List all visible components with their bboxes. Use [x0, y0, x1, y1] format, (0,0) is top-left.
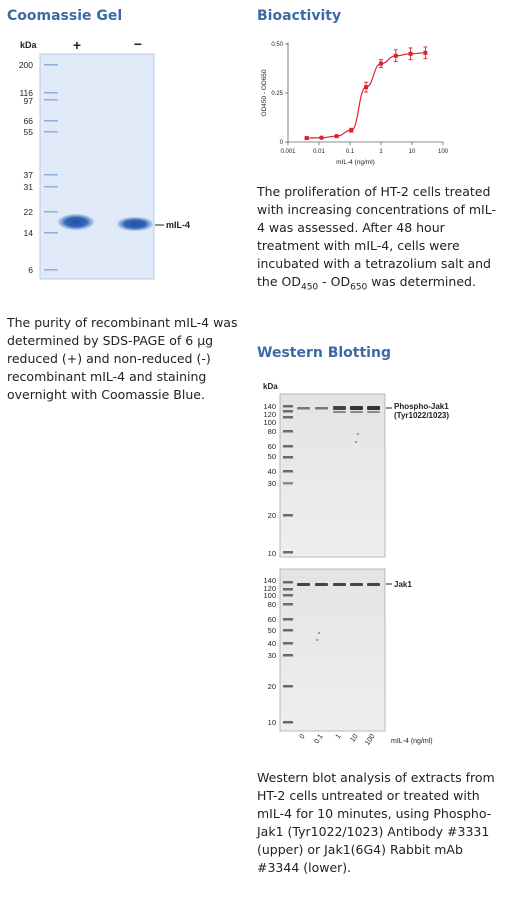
gel-marker-label: 200 — [18, 60, 33, 70]
bioactivity-title: Bioactivity — [257, 8, 342, 24]
x-axis-label: mIL-4 (ng/ml) — [336, 159, 375, 166]
blot-marker-label: 40 — [267, 639, 276, 648]
band-label: mIL-4 — [166, 220, 191, 230]
lane-label: 100 — [364, 733, 377, 747]
y-tick-label: 0.25 — [271, 91, 283, 97]
y-axis-label-group — [261, 69, 268, 116]
lower-marker-labels — [263, 576, 276, 727]
gel-marker-label: 37 — [23, 170, 33, 180]
gel-marker-label: 55 — [23, 127, 33, 137]
gel-marker-label: 97 — [23, 96, 33, 106]
blot-marker-label: 100 — [263, 591, 276, 600]
blot-marker-label: 20 — [267, 682, 276, 691]
blot-marker-label: 30 — [267, 651, 276, 660]
lane-minus-label: − — [133, 36, 143, 52]
coomassie-title: Coomassie Gel — [7, 8, 123, 24]
lane-label: 0 — [298, 733, 307, 741]
x-tick-label: 0.1 — [345, 149, 355, 155]
od-450-subscript: 450 — [300, 282, 319, 293]
gel-band-nonreduced — [117, 217, 153, 231]
bioactivity-caption-main: The proliferation of HT-2 cells treated with increasing concentrations of mIL-4 was assessed. After 48 hour treatment with mIL-4, cells were incubated with a tetrazolium salt and the — [257, 184, 496, 289]
lane-label: 0.1 — [313, 733, 325, 746]
y-tick-label: 0.50 — [271, 42, 283, 48]
data-point — [379, 62, 383, 66]
gel-marker-label: 14 — [23, 228, 33, 238]
gel-marker-label: 116 — [19, 88, 33, 98]
western-blot-figure — [255, 378, 455, 750]
gel-band-reduced — [58, 214, 94, 230]
blot-marker-label: 60 — [267, 442, 276, 451]
blot-marker-label: 30 — [267, 479, 276, 488]
western-title: Western Blotting — [257, 345, 391, 361]
blot-marker-label: 50 — [267, 626, 276, 635]
data-point — [335, 134, 339, 138]
od-650-label: OD — [330, 274, 351, 289]
data-point — [349, 128, 353, 132]
blot-marker-label: 10 — [267, 549, 276, 558]
gel-marker-label: 31 — [23, 182, 33, 192]
gel-marker-label: 22 — [23, 207, 33, 217]
lane-label: 1 — [334, 733, 343, 741]
lower-blot — [280, 569, 385, 731]
series-curve — [307, 53, 426, 138]
blot-marker-label: 140 — [263, 576, 276, 585]
data-point — [394, 54, 398, 58]
series-line — [307, 53, 426, 138]
blot-marker-label: 120 — [263, 584, 276, 593]
upper-blot — [280, 394, 385, 557]
blot-marker-label: 120 — [263, 410, 276, 419]
blot-marker-label: 100 — [263, 418, 276, 427]
data-point — [409, 52, 413, 56]
od-450-label: OD — [281, 274, 301, 289]
blot-marker-label: 50 — [267, 452, 276, 461]
bioactivity-caption-end: was determined. — [367, 274, 476, 289]
blot-marker-label: 10 — [267, 718, 276, 727]
od-650-subscript: 650 — [350, 282, 368, 293]
blot-marker-label: 80 — [267, 600, 276, 609]
lane-plus-label: + — [72, 37, 82, 53]
gel-marker-labels — [19, 60, 33, 275]
upper-band-label-1: Phospho-Jak1 — [394, 402, 449, 411]
upper-marker-labels — [263, 402, 276, 558]
lane-label: 10 — [349, 733, 360, 744]
gel-background — [40, 54, 154, 279]
upper-band-label-2: (Tyr1022/1023) — [394, 411, 449, 420]
blot-marker-label: 40 — [267, 467, 276, 476]
x-tick-label: 100 — [437, 149, 449, 155]
od-separator: - — [318, 274, 331, 289]
coomassie-caption: The purity of recombinant mIL-4 was determined by SDS-PAGE of 6 µg reduced (+) and non-reduced (-) recombinant mIL-4 and staining overnight with Coomassie Blue. — [7, 315, 238, 402]
coomassie-gel-figure — [0, 36, 191, 286]
data-point — [319, 136, 323, 140]
y-axis-label: OD450 - OD650 — [261, 69, 268, 117]
bioactivity-chart — [250, 30, 455, 170]
x-tick-labels — [280, 149, 448, 155]
coomassie-kda-label: kDa — [20, 40, 37, 50]
y-tick-labels — [271, 42, 283, 146]
x-tick-label: 10 — [408, 149, 416, 155]
lower-band-label: Jak1 — [394, 580, 412, 589]
y-tick-label: 0 — [279, 140, 283, 146]
series-points — [305, 47, 428, 140]
gel-marker-label: 6 — [28, 265, 33, 275]
chart-axes — [285, 42, 443, 145]
blot-marker-label: 60 — [267, 615, 276, 624]
gel-marker-label: 66 — [23, 116, 33, 126]
x-tick-label: 1 — [379, 149, 383, 155]
x-tick-label: 0.001 — [280, 149, 296, 155]
data-point — [305, 136, 309, 140]
lane-labels — [299, 733, 377, 747]
data-point — [364, 85, 368, 89]
blot-marker-label: 140 — [263, 402, 276, 411]
data-point — [423, 51, 427, 55]
western-kda-label: kDa — [263, 382, 278, 391]
bioactivity-caption — [257, 183, 497, 297]
western-caption: Western blot analysis of extracts from HT-2 cells untreated or treated with mIL-4 for 10 minutes, using Phospho-Jak1 (Tyr1022/1023) Antibody #3331 (upper) or Jak1(6G4) Rabbit mAb #3344 (lower). — [257, 770, 495, 875]
blot-marker-label: 80 — [267, 427, 276, 436]
blot-marker-label: 20 — [267, 511, 276, 520]
lane-unit-label: mIL-4 (ng/ml) — [391, 738, 433, 745]
x-tick-label: 0.01 — [313, 149, 325, 155]
